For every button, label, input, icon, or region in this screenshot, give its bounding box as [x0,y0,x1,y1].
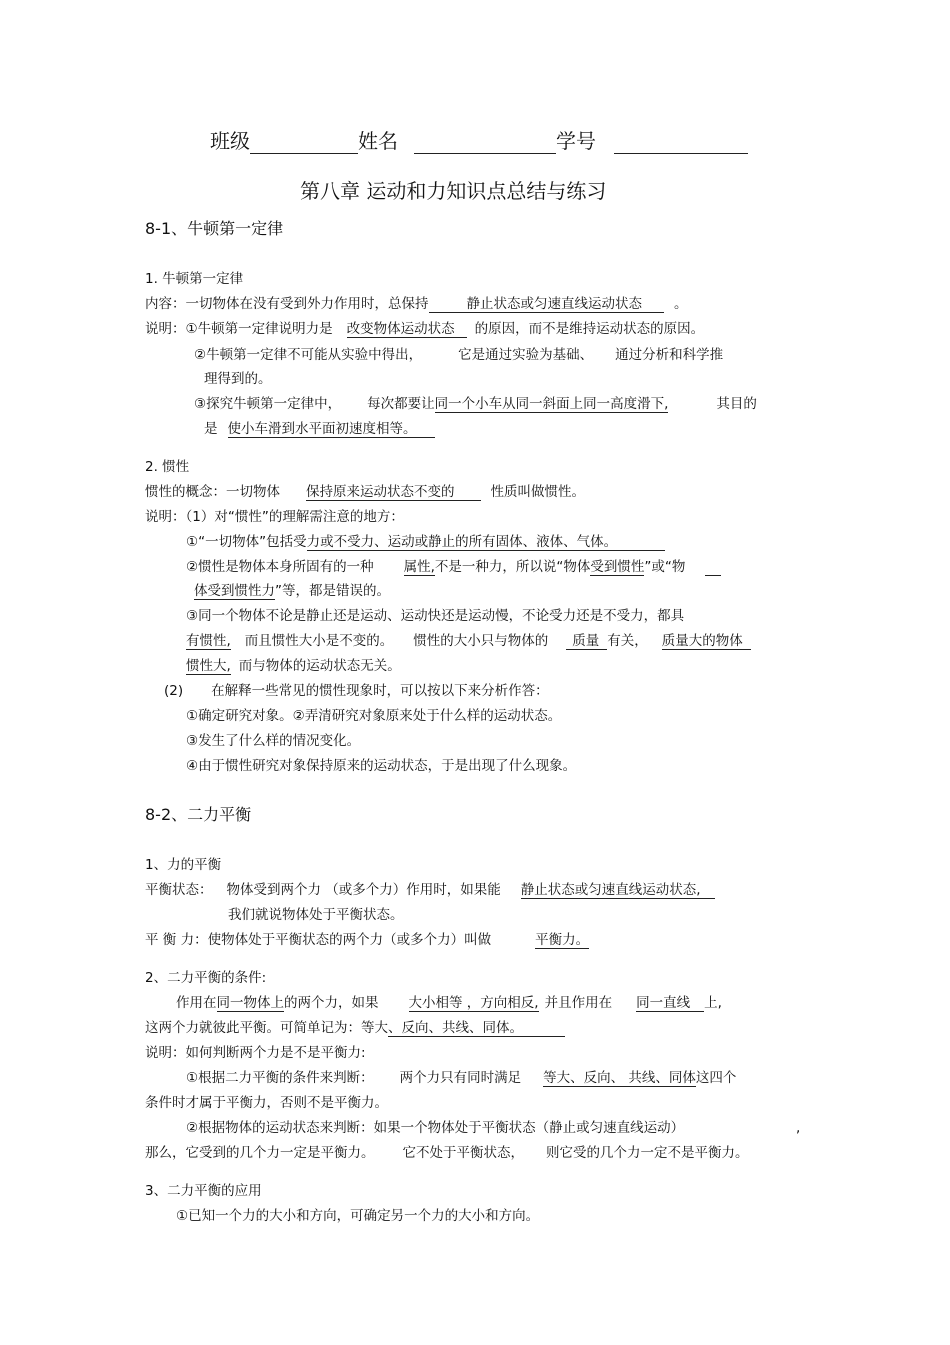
subsection-title: 1、力的平衡 [145,857,222,873]
text: 而与物体的运动状态无关。 [238,658,401,674]
answer: 同一个小车从同一斜面上同一高度滑下, [434,396,669,412]
text: 这四个 [695,1070,737,1086]
answer: 静止状态或匀速直线运动状态 [466,296,642,312]
answer: 有惯性, [186,633,231,649]
text: 是 [204,421,218,437]
answer: 质量大的物体 [662,633,751,650]
text: ②惯性是物体本身所固有的一种 [186,559,374,575]
paragraph [186,1069,736,1087]
paragraph: 理得到的。 [204,371,272,387]
paragraph [194,582,390,600]
paragraph [186,1119,684,1137]
paragraph [145,295,688,313]
text: ①“一切物体”包括受 [186,534,307,550]
paragraph [186,657,401,675]
text: 不是一种力，所以说“物体 [434,559,591,575]
page-title: 第八章 运动和力知识点总结与练习 [300,179,607,203]
answer: 体受到惯性力 [194,583,275,599]
paragraph [164,682,549,700]
paragraph: 我们就说物体处于平衡状态。 [228,907,404,923]
text: ③探究牛顿第一定律中， [194,396,342,412]
answer: 、反向、共线、同体。 [388,1020,565,1037]
answer: 大小相等 ，方向相反, [408,995,539,1011]
student-info-row [210,128,748,154]
text: 性质叫做惯性。 [490,484,585,500]
text: 它不处于平衡状态， [402,1145,524,1161]
number-label: 学号 [556,129,596,153]
answer: 属性, [403,559,435,575]
answer: 力或不受力、运动或静止的所有固体、液体、气体。 [307,534,666,551]
paragraph [145,1019,565,1037]
paragraph [204,420,435,438]
text: 作用在 [176,995,217,1011]
text: 并且作用在 [544,995,613,1011]
paragraph [186,533,665,551]
paragraph [145,320,704,338]
paragraph [145,1144,749,1162]
section-heading-8-2: 8-2、二力平衡 [145,805,252,824]
text: ”等，都是错误的。 [275,583,390,599]
answer: 惯性大, [186,658,231,674]
section-heading-8-1: 8-1、牛顿第一定律 [145,219,284,238]
answer: 保持原来运动状态不变的 [306,484,481,501]
text: 通过分析和科学推 [615,347,724,363]
text: 而且惯性大小是不变的。 [244,633,394,649]
text: 的两个力，如果 [284,995,379,1011]
paragraph [194,346,723,364]
text: 它是通过实验为基础、 [458,347,594,363]
answer: 同一物体上 [216,995,284,1011]
subsection-title: 1. 牛顿第一定律 [145,271,244,287]
punctuation: , [796,1120,801,1136]
paragraph [194,395,757,413]
text: 有关， [607,633,648,649]
answer: 使小车滑到水平面初速度相等。 [228,421,435,438]
text: 则它受的几个力一定不是平衡力。 [546,1145,749,1161]
paragraph [186,632,751,650]
answer: 改变物体运动状态 [347,321,467,338]
text: 惯性的概念：一切物体 [145,484,280,500]
text: 惯性的大小只与物体的 [413,633,549,649]
text: ②根据物体的运动状态来判断：如果一个物体处于平衡状态（静止或匀速直线运动） [186,1120,685,1136]
class-blank[interactable] [250,133,358,154]
paragraph [186,558,721,576]
paragraph: ①确定研究对象。②弄清研究对象原来处于什么样的运动状态。 [186,708,562,724]
text: ②牛顿第一定律不可能从实验中得出， [194,347,423,363]
text: 物体受到两个力 （或多个力）作用时，如果能 [226,882,501,898]
answer: 等大、反向、 共线、同体 [543,1070,696,1086]
subsection-title: 2. 惯性 [145,459,190,475]
text: ”或“物 [644,559,686,575]
paragraph: 说明：如何判断两个力是不是平衡力: [145,1045,366,1061]
name-label: 姓名 [358,129,398,153]
class-label: 班级 [210,129,250,153]
paragraph [145,881,715,899]
answer: 受到惯性 [590,559,645,575]
paragraph: 条件时才属于平衡力，否则不是平衡力。 [145,1095,388,1111]
paragraph: 说明：（1）对“惯性”的理解需注意的地方： [145,509,404,525]
paragraph: ③同一个物体不论是静止还是运动、运动快还是运动慢，不论受力还是不受力，都具 [186,608,685,624]
paragraph: ③发生了什么样的情况变化。 [186,733,361,749]
number-blank[interactable] [614,133,748,154]
answer: 平衡力。 [535,932,590,948]
paragraph [145,931,589,949]
text: 这两个力就彼此平衡。可简单记为：等大 [145,1020,388,1036]
text: 每次都要让 [367,396,435,412]
text: 其目的 [716,396,757,412]
paragraph [145,483,585,501]
text: 内容：一切物体在没有受到外力作用时，总保持 [145,296,429,312]
text: (2) [164,683,184,699]
answer: 质量 [566,633,607,650]
subsection-title: 3、二力平衡的应用 [145,1183,262,1199]
text: 。 [674,296,688,312]
text: 的原因，而不是维持运动状态的原因。 [474,321,705,337]
text: 使物体处于平衡状态的两个力（或多个力）叫做 [207,932,492,948]
text: ①根据二力平衡的条件来判断： [186,1070,374,1086]
name-blank[interactable] [414,133,556,154]
text: 在解释一些常见的惯性现象时，可以按以下来分析作答： [211,683,549,699]
text: 平衡状态： [145,882,213,898]
answer: 静止状态或匀速直线运动状态, [521,882,715,899]
paragraph: ④由于惯性研究对象保持原来的运动状态，于是出现了什么现象。 [186,758,577,774]
text: 说明：①牛顿第一定律说明力是 [145,321,333,337]
paragraph [176,994,722,1012]
text: 两个力只有同时满足 [399,1070,522,1086]
text: 平 衡 力： [145,932,208,948]
answer: 同一直线 [636,995,704,1012]
text: 上, [704,995,722,1011]
paragraph: ①已知一个力的大小和方向，可确定另一个力的大小和方向。 [176,1208,540,1224]
text: 那么，它受到的几个力一定是平衡力。 [145,1145,375,1161]
subsection-title: 2、二力平衡的条件: [145,970,267,986]
